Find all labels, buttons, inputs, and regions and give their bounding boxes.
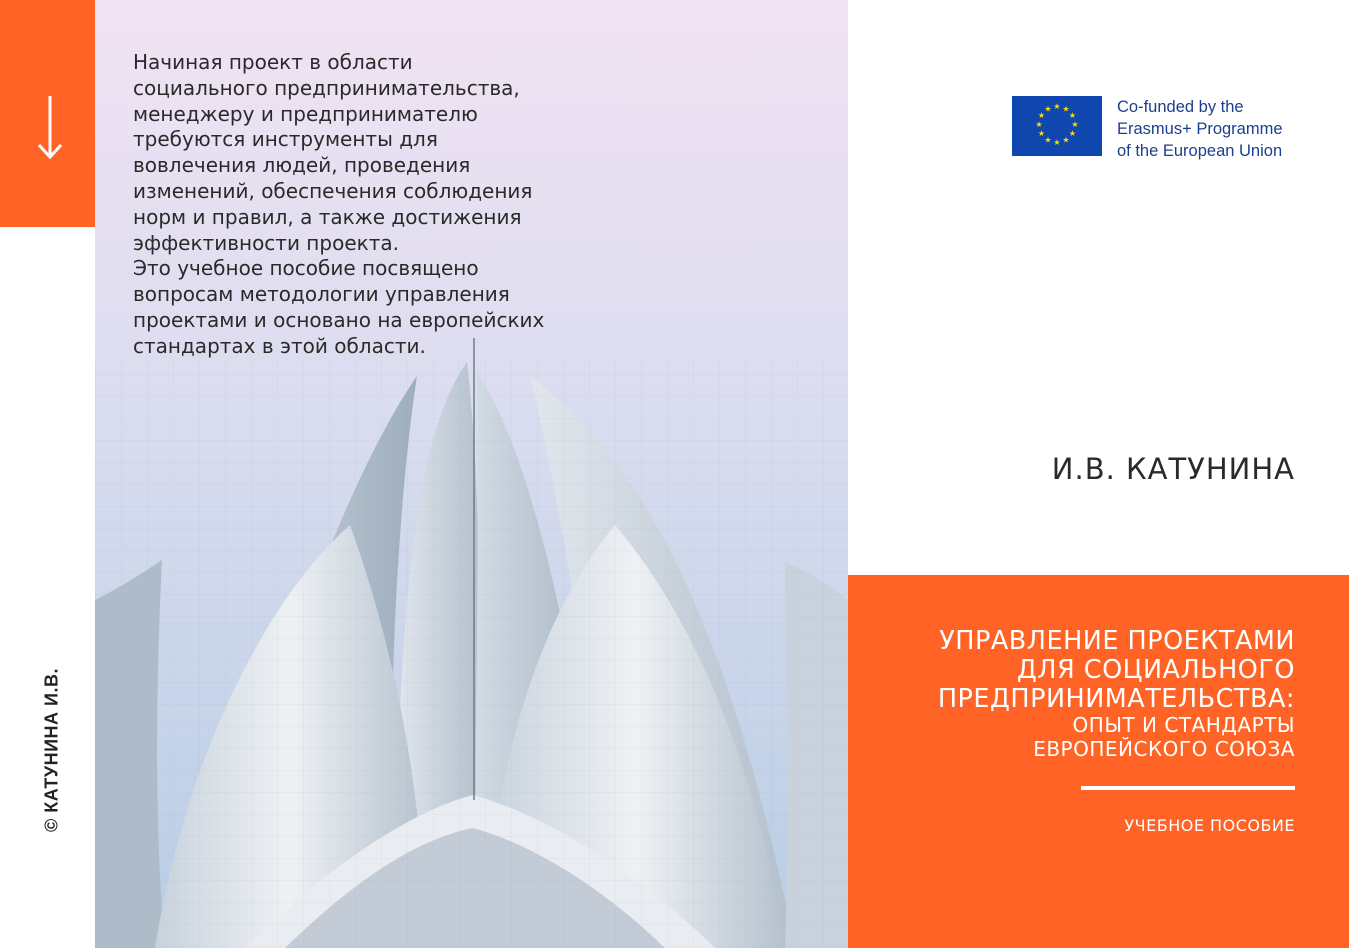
- blurb-line: эффективности проекта.: [133, 230, 399, 255]
- title-panel: [848, 575, 1349, 948]
- eu-text-line: Erasmus+ Programme: [1117, 120, 1283, 138]
- cover-photo: [95, 0, 848, 948]
- svg-text:★: ★: [1037, 129, 1046, 138]
- arrow-block: [0, 0, 95, 227]
- blurb-line: Это учебное пособие посвящено: [133, 256, 479, 281]
- svg-text:★: ★: [1071, 120, 1079, 129]
- book-title-line: ПРЕДПРИНИМАТЕЛЬСТВА:: [937, 684, 1295, 714]
- book-subtitle-line: ЕВРОПЕЙСКОГО СОЮЗА: [1033, 737, 1295, 761]
- book-subtitle: [1033, 713, 1295, 761]
- svg-text:★: ★: [1062, 104, 1070, 114]
- author-name: И.В. КАТУНИНА: [1051, 452, 1295, 486]
- blurb-paragraph-1: [133, 50, 613, 256]
- arrow-down-icon: [28, 92, 68, 162]
- eu-text-line: Co-funded by the: [1117, 98, 1244, 116]
- svg-text:★: ★: [1053, 138, 1061, 147]
- svg-text:★: ★: [1035, 120, 1043, 129]
- book-type-label: УЧЕБНОЕ ПОСОБИЕ: [1124, 816, 1295, 835]
- book-title-line: ДЛЯ СОЦИАЛЬНОГО: [1016, 655, 1295, 685]
- svg-text:★: ★: [1068, 111, 1077, 120]
- book-title-line: УПРАВЛЕНИЕ ПРОЕКТАМИ: [939, 626, 1295, 656]
- blurb-line: требуются инструменты для: [133, 127, 438, 152]
- blurb-line: Начиная проект в области: [133, 50, 413, 74]
- blurb-line: менеджеру и предпринимателю: [133, 101, 478, 126]
- svg-text:★: ★: [1062, 135, 1070, 145]
- eu-text-line: of the European Union: [1117, 142, 1283, 160]
- blurb-line: вовлечения людей, проведения: [133, 153, 471, 178]
- title-divider: [1081, 786, 1295, 790]
- svg-text:★: ★: [1044, 104, 1052, 114]
- blurb-line: вопросам методологии управления: [133, 282, 510, 307]
- blurb-line: изменений, обеспечения соблюдения: [133, 178, 533, 203]
- blurb-line: стандартах в этой области.: [133, 333, 426, 358]
- blurb-paragraph-2: [133, 256, 613, 359]
- blurb-line: норм и правил, а также достижения: [133, 204, 522, 229]
- book-subtitle-line: ОПЫТ И СТАНДАРТЫ: [1072, 713, 1295, 737]
- blurb-text: [133, 50, 613, 360]
- eu-flag-icon: [1012, 96, 1102, 156]
- eu-text: [1117, 96, 1317, 162]
- svg-text:★: ★: [1037, 111, 1046, 120]
- svg-text:★: ★: [1044, 135, 1052, 145]
- book-title: [938, 627, 1295, 714]
- svg-text:★: ★: [1068, 129, 1077, 138]
- blurb-line: проектами и основано на европейских: [133, 307, 545, 332]
- copyright-text: © КАТУНИНА И.В.: [41, 668, 62, 832]
- svg-text:★: ★: [1053, 102, 1061, 111]
- blurb-line: социального предпринимательства,: [133, 75, 520, 100]
